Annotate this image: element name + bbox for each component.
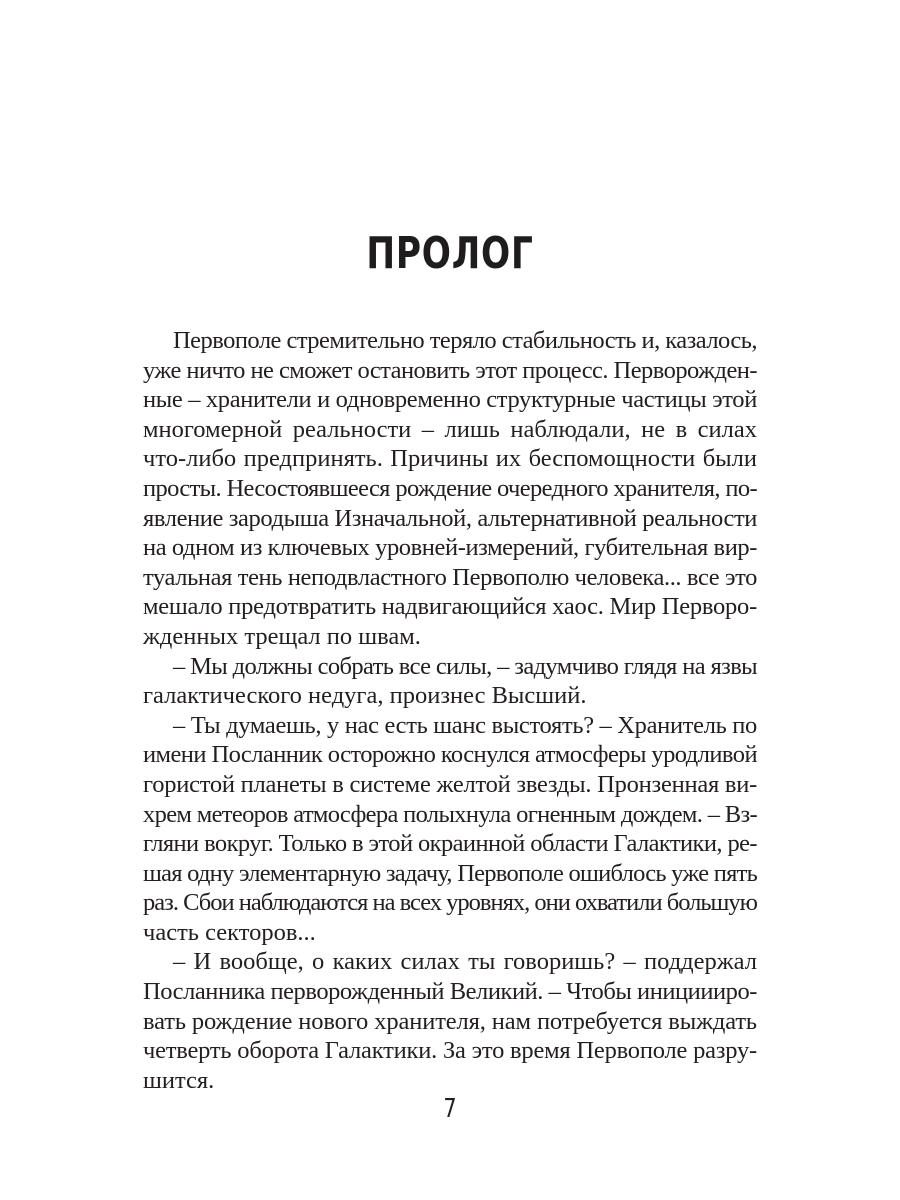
text-line: шая одну элементарную задачу, Первополе ошиблось уже пять bbox=[143, 859, 757, 887]
text-line: гляни вокруг. Только в этой окраинной области Галактики, ре- bbox=[143, 830, 757, 858]
text-line: явление зародыша Изначальной, альтернативной реальности bbox=[143, 504, 757, 532]
text-line: что-либо предпринять. Причины их беспомощности были bbox=[143, 445, 757, 473]
text-line: часть секторов... bbox=[143, 918, 316, 946]
text-line: Посланника перворожденный Великий. – Чтобы инициииро- bbox=[143, 978, 757, 1006]
page-number: 7 bbox=[443, 1094, 457, 1124]
text-line: вать рождение нового хранителя, нам потребуется выждать bbox=[143, 1007, 757, 1035]
text-line: – И вообще, о каких силах ты говоришь? – поддержал bbox=[173, 948, 757, 976]
text-line: ные – хранители и одновременно структурные частицы этой bbox=[143, 386, 757, 414]
text-line: туальная тень неподвластного Первополю человека... все это bbox=[143, 563, 757, 591]
text-line: уже ничто не сможет остановить этот процесс. Перворожден- bbox=[143, 356, 757, 384]
text-line: – Мы должны собрать все силы, – задумчиво глядя на язвы bbox=[173, 652, 757, 680]
text-line: четверть оборота Галактики. За это время Первополе разру- bbox=[143, 1037, 757, 1065]
text-line: хрем метеоров атмосфера полыхнула огненным дождем. – Вз- bbox=[143, 800, 757, 828]
text-line: имени Посланник осторожно коснулся атмосферы уродливой bbox=[143, 741, 757, 769]
text-line: галактического недуга, произнес Высший. bbox=[143, 682, 587, 710]
text-line: многомерной реальности – лишь наблюдали, не в силах bbox=[143, 415, 757, 443]
text-line: – Ты думаешь, у нас есть шанс выстоять? – Хранитель по bbox=[173, 711, 757, 739]
text-line: раз. Сбои наблюдаются на всех уровнях, они охватили большую bbox=[143, 889, 757, 917]
text-line: на одном из ключевых уровней-измерений, губительная вир- bbox=[143, 534, 757, 562]
text-line: Первополе стремительно теряло стабильность и, казалось, bbox=[173, 327, 757, 354]
text-line: шится. bbox=[143, 1066, 215, 1094]
chapter-title: ПРОЛОГ bbox=[366, 228, 534, 279]
text-line: просты. Несостоявшееся рождение очередного хранителя, по- bbox=[143, 474, 757, 502]
body-text bbox=[143, 326, 757, 1095]
text-line: мешало предотвратить надвигающийся хаос. Мир Перворо- bbox=[143, 593, 757, 621]
text-line: жденных трещал по швам. bbox=[143, 622, 421, 650]
text-line: гористой планеты в системе желтой звезды. Пронзенная ви- bbox=[143, 770, 757, 798]
